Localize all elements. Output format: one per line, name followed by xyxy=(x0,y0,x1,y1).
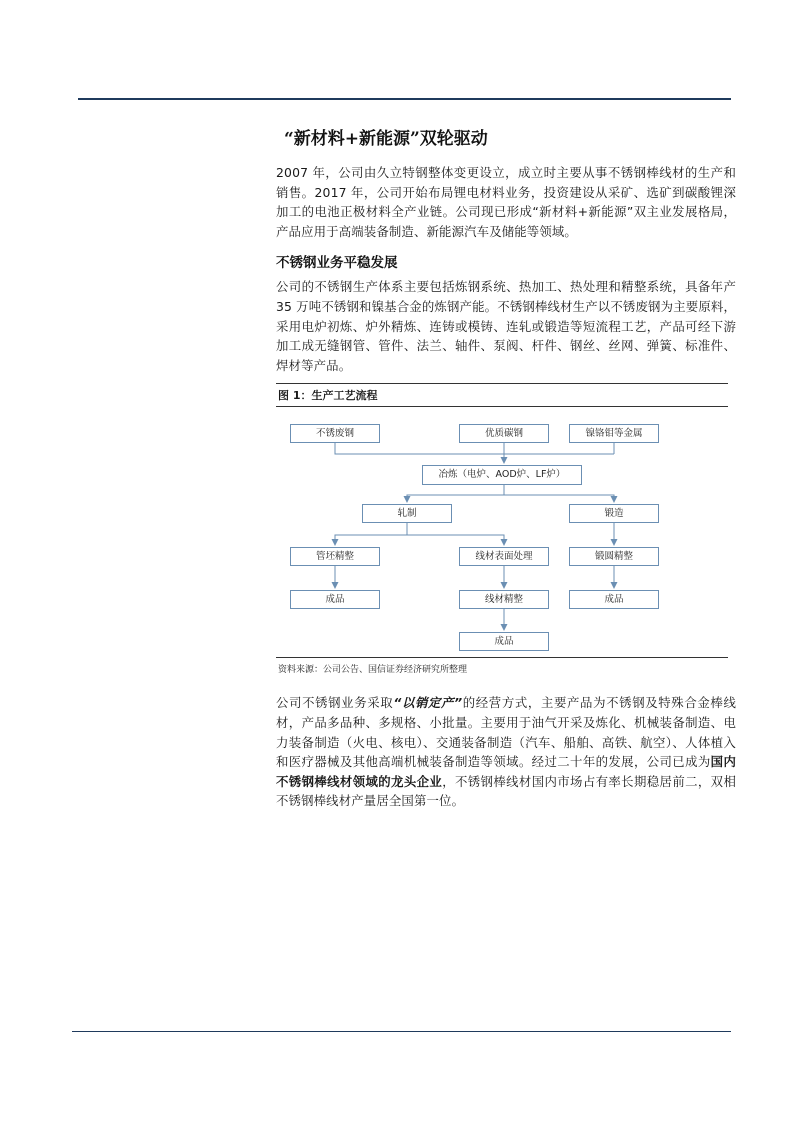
merge-line xyxy=(335,443,614,454)
stainless-subtitle: 不锈钢业务平稳发展 xyxy=(276,255,398,272)
flow-connectors xyxy=(276,407,728,657)
node-smelting: 冶炼（电炉、AOD炉、LF炉） xyxy=(422,465,582,485)
node-rolling: 轧制 xyxy=(362,504,452,523)
figure-caption: 图 1：生产工艺流程 xyxy=(276,383,728,407)
arrow-to-forge xyxy=(504,495,614,502)
node-wire-finishing: 线材精整 xyxy=(459,590,549,609)
closing-emphasis-2: 国内不锈钢棒线材领域的龙头企业 xyxy=(276,754,736,789)
closing-emphasis-1: “以销定产” xyxy=(393,695,463,711)
arrow-to-billet xyxy=(335,523,407,545)
intro-paragraph: 2007 年，公司由久立特钢整体变更设立，成立时主要从事不锈钢棒线材的生产和销售。2017 年，公司开始布局锂电材料业务，投资建设从采矿、选矿到碳酸锂深加工的电池正极材料全产业链。公司现已形成“新材料+新能源”双主业发展格局，产品应用于高端装备制造、新能源汽车及储能等领域。 xyxy=(276,165,736,239)
footer-rule xyxy=(72,1031,731,1032)
closing-text-2: 的经营方式，主要产品为不锈钢及特殊合金棒线材，产品多品种、多规格、小批量。主要用于油气开采及炼化、机械装备制造、电力装备制造（火电、核电）、交通装备制造（汽车、船舶、高铁、航空）、人体植入和医疗器械及其他高端机械装备制造等领域。经过二十年的发展，公司已成为 xyxy=(276,695,736,770)
node-forging: 锻造 xyxy=(569,504,659,523)
node-round-finishing: 锻圆精整 xyxy=(569,547,659,566)
node-carbon-steel: 优质碳钢 xyxy=(459,424,549,443)
process-figure xyxy=(276,383,728,675)
section-title: “新材料+新能源”双轮驱动 xyxy=(284,129,488,149)
stainless-paragraph: 公司的不锈钢生产体系主要包括炼钢系统、热加工、热处理和精整系统，具备年产 35 万吨不锈钢和镍基合金的炼钢产能。不锈钢棒线材生产以不锈废钢为主要原料，采用电炉初炼、炉外精炼、连铸或模铸、连轧或锻造等短流程工艺，产品可经下游加工成无缝钢管、管件、法兰、轴件、泵阀、杆件、钢丝、丝网、弹簧、标准件、焊材等产品。 xyxy=(276,279,736,373)
node-billet-finishing: 管坯精整 xyxy=(290,547,380,566)
node-wire-surface: 线材表面处理 xyxy=(459,547,549,566)
node-alloy-metals: 镍铬钼等金属 xyxy=(569,424,659,443)
node-product-2: 成品 xyxy=(459,632,549,651)
figure-source: 资料来源：公司公告、国信证券经济研究所整理 xyxy=(276,657,728,675)
node-product-1: 成品 xyxy=(290,590,380,609)
closing-text-1: 公司不锈钢业务采取 xyxy=(276,695,394,711)
arrow-to-roll xyxy=(407,485,504,502)
process-flowchart xyxy=(276,407,728,657)
report-content xyxy=(276,124,736,819)
node-product-3: 成品 xyxy=(569,590,659,609)
header-rule xyxy=(78,98,731,100)
arrow-to-wire-surface xyxy=(407,535,504,545)
closing-text-3: ，不锈钢棒线材国内市场占有率长期稳居前二，双相不锈钢棒线材产量居全国第一位。 xyxy=(276,773,736,809)
node-scrap-steel: 不锈废钢 xyxy=(290,424,380,443)
closing-paragraph xyxy=(276,693,736,811)
